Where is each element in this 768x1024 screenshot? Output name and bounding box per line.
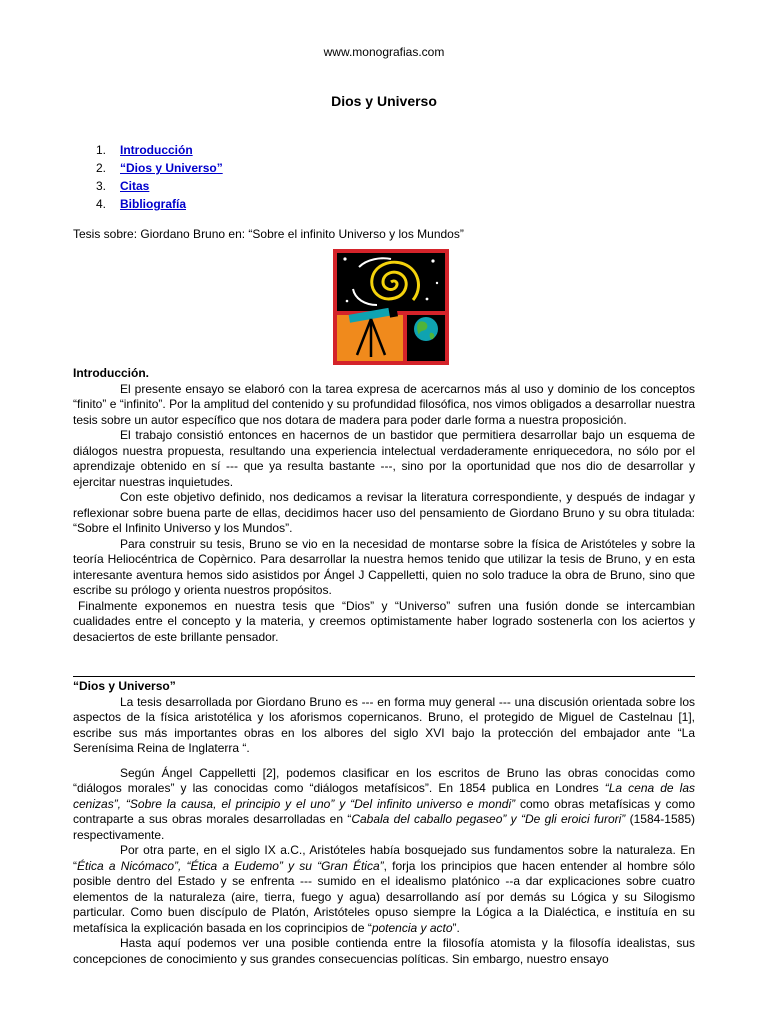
telescope-illustration [333,249,449,365]
toc-link-dios-y-universo[interactable]: “Dios y Universo” [120,161,223,175]
section-heading-introduccion: Introducción. [73,366,149,380]
toc-number: 3. [96,179,107,193]
paragraph: Finalmente exponemos en nuestra tesis que “Dios” y “Universo” sufren una fusión donde se intercambian cualidades entre el concepto y la materia, y creemos optimistamente haber logrado sostenerla con los aciertos y desaciertos de este brillante pensador. [73,598,695,644]
paragraph: Con este objetivo definido, nos dedicamos a revisar la literatura correspondiente, y después de indagar y reflexionar sobre buena parte de ellas, decidimos hacer uso del pensamiento de Giordano Bruno y su obra titulada: “Sobre el Infinito Universo y los Mundos”. [73,490,695,535]
paragraph: Hasta aquí podemos ver una posible contienda entre la filosofía atomista y la filosofía idealistas, sus concepciones de conocimiento y sus grandes consecuencias políticas. Sin embargo, nuestro ensayo [73,936,695,966]
toc-number: 1. [96,143,107,157]
paragraph: Según Ángel Cappelletti [2], podemos clasificar en los escritos de Bruno las obras conocidas como “diálogos morales” y las conocidas como “diálogos metafísicos”. En 1854 publica en Londres “La cena de las cenizas”, “Sobre la causa, el principio y el uno” y “Del infinito universo e mondi” como obras metafísicas y como contraparte a sus obras morales desarrolladas en “Cabala del caballo pegaseo” y “De gli eroici furori” (1584-1585) respectivamente. [73,765,695,842]
toc-item-dios-y-universo [96,159,223,177]
toc-item-introduccion [96,141,223,159]
paragraph: La tesis desarrollada por Giordano Bruno es --- en forma muy general --- una discusión orientada sobre los aspectos de la física aristotélica y los aforismos copernicanos. Bruno, el protegido de Miguel de Castelnau [1], escribe sus más importantes obras en los albores del siglo XVI bajo la protección del embajador ante “La Serenísima Reina de Inglaterra “. [73,694,695,755]
toc-link-introduccion[interactable]: Introducción [120,143,193,157]
thesis-line: Tesis sobre: Giordano Bruno en: “Sobre el infinito Universo y los Mundos” [73,227,464,241]
paragraph: El trabajo consistió entonces en hacernos de un bastidor que permitiera desarrollar bajo un esquema de diálogos nuestra propuesta, resultando una experiencia intelectual verdaderamente enriquecedora, no sólo por el aprendizaje obtenido en sí --- que ya resulta bastante ---, sino por la oportunidad que nos dio de desarrollar y ejercitar nuestras inquietudes. [73,428,695,489]
toc-link-citas[interactable]: Citas [120,179,150,193]
paragraph: Para construir su tesis, Bruno se vio en la necesidad de montarse sobre la física de Aristóteles y sobre la teoría Heliocéntrica de Copèrnico. Para desarrollar la nuestra hemos tenido que utilizar la tesis de Bruno, y en esta interesante aventura hemos sido asistidos por Ángel J Cappelletti, quien no solo traduce la obra de Bruno, sino que escribe su prólogo y orienta nuestros propósitos. [73,536,695,597]
paragraph: Por otra parte, en el siglo IX a.C., Aristóteles había bosquejado sus fundamentos sobre la naturaleza. En “Ética a Nicómaco”, “Ética a Eudemo” y su “Gran Ética”, forja los principios que hacen entender al hombre sólo posible dentro del Estado y se enfrenta --- sumido en el idealismo platónico --a dar explicaciones sobre cuatro elementos de la naturaleza (aire, tierra, fuego y agua) desarrollando así por demás su Lógica y su Silogismo particular. Como buen discípulo de Platón, Aristóteles opuso siempre la Lógica a la Dialéctica, e instituía en su metafísica la explicación basada en los coprincipios de “potencia y acto”. [73,843,695,935]
section-divider [73,676,695,677]
section-dios-y-universo [73,679,695,967]
page-title: Dios y Universo [331,93,437,109]
section-introduccion [73,366,695,645]
toc-number: 2. [96,161,107,175]
site-header: www.monografias.com [323,45,445,59]
toc-item-bibliografia [96,195,223,213]
section-heading-dios-y-universo: “Dios y Universo” [73,679,176,693]
toc-item-citas [96,177,223,195]
toc-link-bibliografia[interactable]: Bibliografía [120,197,187,211]
table-of-contents [96,141,223,213]
paragraph: El presente ensayo se elaboró con la tarea expresa de acercarnos más al uso y dominio de los conceptos “finito” e “infinito”. Por la amplitud del contenido y su profundidad filosófica, nos vimos obligados a desarrollar nuestra tesis sobre un autor específico que nos dotara de madera para poder darle forma a nuestra proposición. [73,381,695,427]
toc-number: 4. [96,197,107,211]
